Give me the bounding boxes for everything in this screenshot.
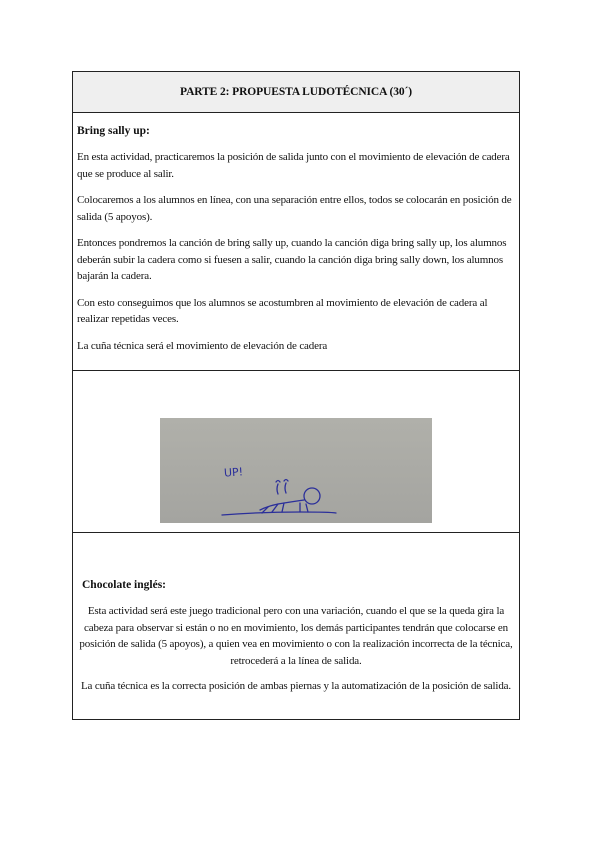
figure-head <box>304 488 320 504</box>
activity-paragraph: Colocaremos a los alumnos en línea, con una separación entre ellos, todos se colocarán en posición de salida (5 apoyos). <box>77 194 512 223</box>
motion-marks-top <box>276 480 288 483</box>
section-title: PARTE 2: PROPUESTA LUDOTÉCNICA (30´) <box>180 86 412 98</box>
activity-chocolate-ingles <box>73 533 519 719</box>
figure-arms <box>300 503 308 512</box>
sketch-photo <box>160 418 432 523</box>
sketch-caption: UP! <box>223 465 244 480</box>
activity-title: Bring sally up: <box>77 125 150 137</box>
activity-paragraph: En esta actividad, practicaremos la posición de salida junto con el movimiento de elevación de cadera que se produce al salir. <box>77 151 510 180</box>
activity-paragraph: Entonces pondremos la canción de bring sally up, cuando la canción diga bring sally up, los alumnos deberán subir la cadera como si fuesen a salir, cuando la canción diga bring sally down, los alumnos bajarán la cadera. <box>77 237 507 282</box>
ground-line <box>222 512 336 515</box>
activity-paragraph: Con esto conseguimos que los alumnos se acostumbren al movimiento de elevación de cadera al realizar repetidas veces. <box>77 296 488 325</box>
proposal-table <box>72 71 520 720</box>
motion-marks <box>277 483 286 494</box>
activity-bring-sally-up <box>73 113 519 371</box>
table-header-row <box>73 72 519 113</box>
activity-title: Chocolate inglés: <box>82 579 167 591</box>
sketch-image-row <box>73 371 519 533</box>
activity-paragraph: Esta actividad será este juego tradicional pero con una variación, cuando el que se la queda gira la cabeza para observar si están o no en movimiento, los demás participantes tendrán que colocarse en posición de salida (5 apoyos), a quien vea en movimiento o con la realización incorrecta de la técnica, retrocederá a la línea de salida. <box>79 605 513 667</box>
activity-paragraph: La cuña técnica es la correcta posición de ambas piernas y la automatización de la posición de salida. <box>80 680 511 692</box>
activity-paragraph: La cuña técnica será el movimiento de elevación de cadera <box>77 339 328 352</box>
sketch-drawing <box>160 418 432 523</box>
